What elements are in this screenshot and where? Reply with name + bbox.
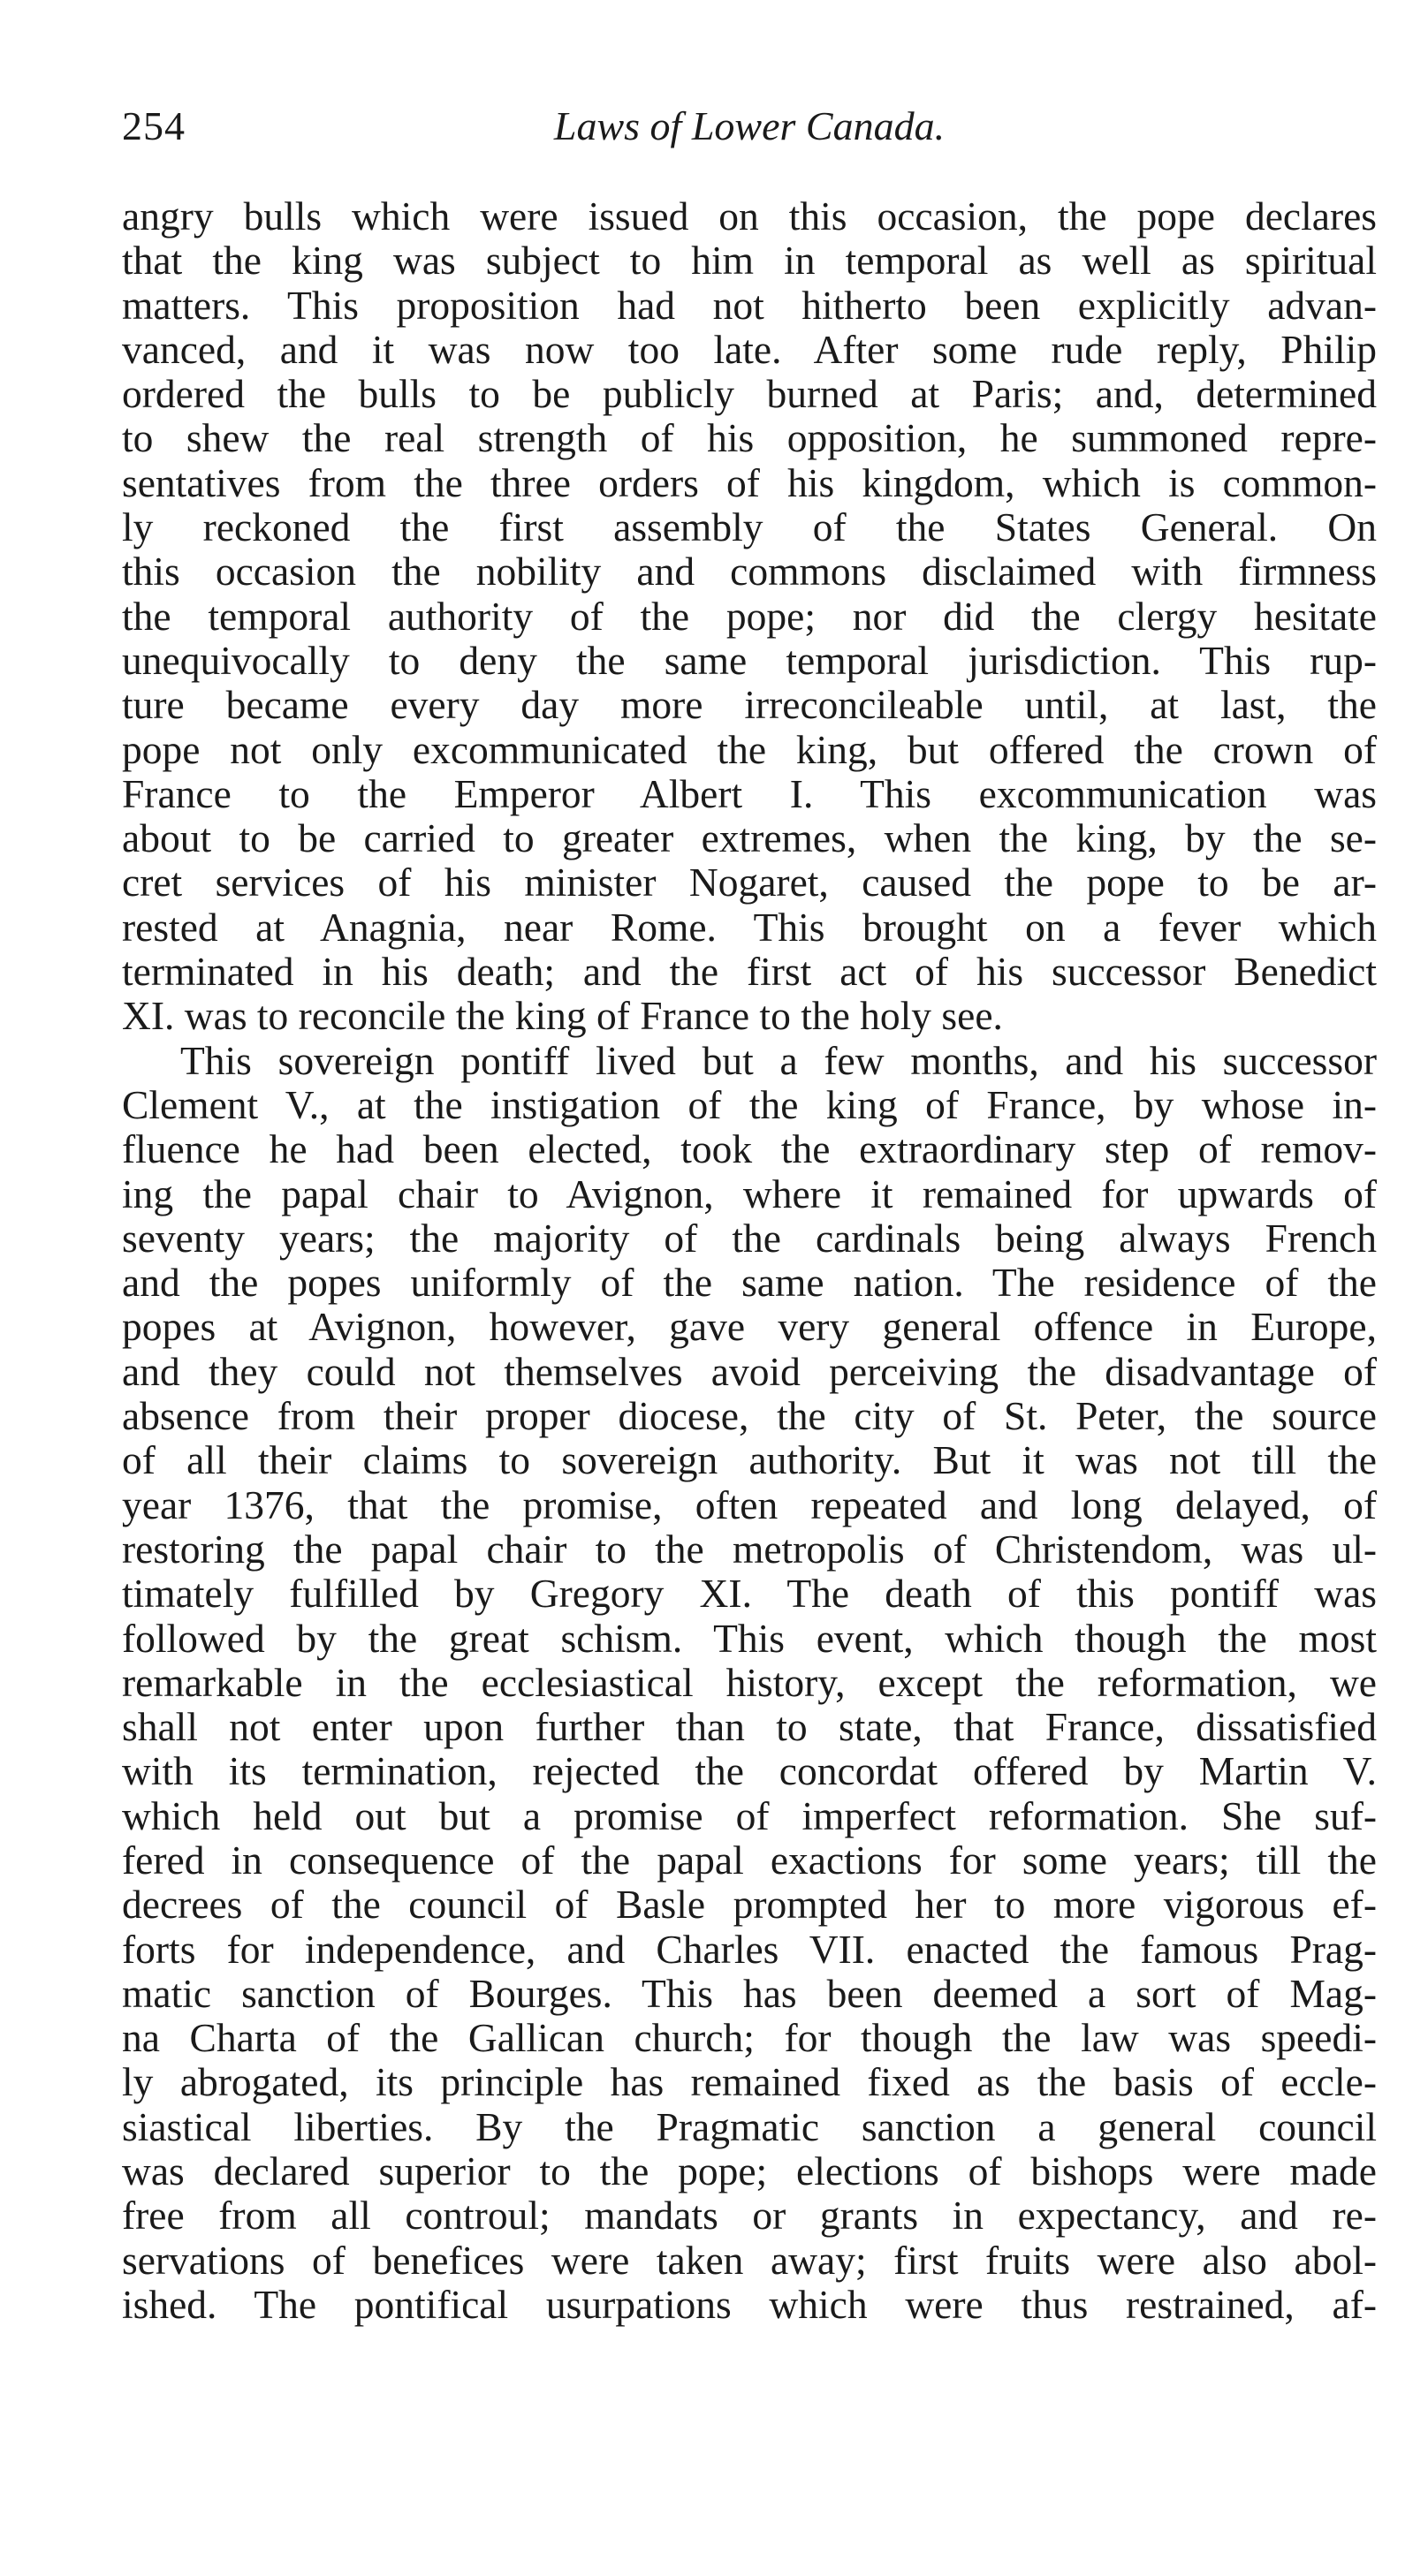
text-line: ture became every day more irreconcileable until, at last, the [122,682,1377,728]
text-line: sentatives from the three orders of his kingdom, which is common- [122,459,1377,505]
text-line: servations of benefices were taken away; first fruits were also abol- [122,2237,1377,2283]
text-line: ordered the bulls to be publicly burned at Paris; and, determined [122,371,1377,417]
text-line: unequivocally to deny the same temporal jurisdiction. This rup- [122,637,1377,683]
text-line: ly reckoned the first assembly of the States General. On [122,504,1377,550]
text-line: fered in consequence of the papal exactions for some years; till the [122,1837,1377,1883]
text-line: terminated in his death; and the first act of his successor Benedict [122,949,1377,995]
text-line: timately fulfilled by Gregory XI. The death of this pontiff was [122,1571,1377,1617]
text-line: this occasion the nobility and commons disclaimed with firmness [122,549,1377,595]
text-line: was declared superior to the pope; elections of bishops were made [122,2148,1377,2194]
text-line: ing the papal chair to Avignon, where it remained for upwards of [122,1171,1377,1216]
running-title: Laws of Lower Canada. [553,103,946,148]
text-line: of all their claims to sovereign authority. But it was not till the [122,1437,1377,1483]
text-line: restoring the papal chair to the metropolis of Christendom, was ul- [122,1526,1377,1572]
text-line: about to be carried to greater extremes, when the king, by the se- [122,815,1377,861]
text-line: na Charta of the Gallican church; for though the law was speedi- [122,2015,1377,2061]
running-head [122,95,1377,157]
text-line: France to the Emperor Albert I. This excommunication was [122,770,1377,816]
text-line: year 1376, that the promise, often repeated and long delayed, of [122,1481,1377,1527]
text-line: free from all controul; mandats or grants in expectancy, and re- [122,2193,1377,2239]
document-page [122,95,1377,2327]
text-line: matters. This proposition had not hitherto been explicitly advan- [122,282,1377,328]
text-line: cret services of his minister Nogaret, caused the pope to be ar- [122,860,1377,905]
text-line: pope not only excommunicated the king, but offered the crown of [122,726,1377,772]
text-line: Clement V., at the instigation of the king of France, by whose in- [122,1081,1377,1127]
text-line: which held out but a promise of imperfect reformation. She suf- [122,1792,1377,1838]
text-line: vanced, and it was now too late. After some rude reply, Philip [122,326,1377,372]
text-line: the temporal authority of the pope; nor did the clergy hesitate [122,593,1377,639]
text-line: forts for independence, and Charles VII. enacted the famous Prag- [122,1926,1377,1972]
text-line: ished. The pontifical usurpations which were thus restrained, af- [122,2281,1377,2327]
text-line: and they could not themselves avoid perceiving the disadvantage of [122,1348,1377,1394]
text-line: with its termination, rejected the concordat offered by Martin V. [122,1748,1377,1794]
text-line: shall not enter upon further than to state, that France, dissatisfied [122,1704,1377,1750]
text-line: fluence he had been elected, took the extraordinary step of remov- [122,1126,1377,1172]
text-line: to shew the real strength of his opposition, he summoned repre- [122,415,1377,461]
text-line: matic sanction of Bourges. This has been deemed a sort of Mag- [122,1970,1377,2016]
text-line: This sovereign pontiff lived but a few months, and his successor [180,1037,1377,1083]
page-number: 254 [122,103,186,148]
text-line: seventy years; the majority of the cardinals being always French [122,1215,1377,1261]
text-line: absence from their proper diocese, the city of St. Peter, the source [122,1393,1377,1439]
text-line: rested at Anagnia, near Rome. This brought on a fever which [122,904,1377,950]
paragraph-2 [122,1039,1377,2328]
text-line: remarkable in the ecclesiastical history, except the reformation, we [122,1659,1377,1705]
text-line: followed by the great schism. This event, which though the most [122,1615,1377,1661]
body-text [122,194,1377,2327]
text-line: decrees of the council of Basle prompted her to more vigorous ef- [122,1882,1377,1928]
paragraph-1 [122,194,1377,1039]
text-line: ly abrogated, its principle has remained fixed as the basis of eccle- [122,2059,1377,2105]
text-line: XI. was to reconcile the king of France to the holy see. [122,993,1003,1039]
text-line: angry bulls which were issued on this occasion, the pope declares [122,193,1377,239]
text-line: that the king was subject to him in temporal as well as spiritual [122,238,1377,284]
text-line: siastical liberties. By the Pragmatic sanction a general council [122,2103,1377,2149]
text-line: popes at Avignon, however, gave very general offence in Europe, [122,1304,1377,1350]
text-line: and the popes uniformly of the same nation. The residence of the [122,1260,1377,1306]
